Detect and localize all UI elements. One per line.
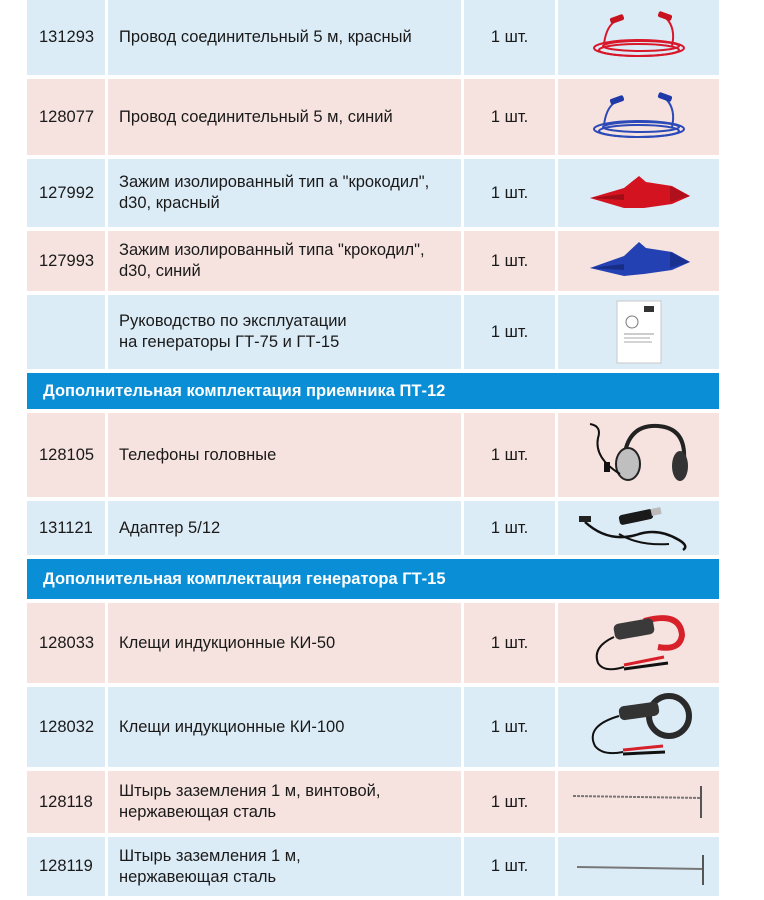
item-image	[555, 687, 719, 767]
item-image	[555, 231, 719, 291]
item-image	[555, 501, 719, 555]
usb-adapter-icon	[579, 504, 699, 552]
section-header-receiver: Дополнительная комплектация приемника ПТ-12	[27, 373, 719, 413]
headphones-icon	[584, 418, 694, 492]
table-row	[27, 687, 719, 771]
item-code: 128105	[27, 413, 105, 497]
item-qty: 1 шт.	[461, 79, 555, 155]
item-qty: 1 шт.	[461, 231, 555, 291]
table-row	[27, 501, 719, 559]
item-image	[555, 603, 719, 683]
item-image	[555, 771, 719, 833]
table-row	[27, 159, 719, 231]
item-image	[555, 79, 719, 155]
item-code: 127993	[27, 231, 105, 291]
item-code: 128119	[27, 837, 105, 896]
clamp-ki50-icon	[584, 607, 694, 679]
item-code: 131293	[27, 0, 105, 75]
item-image	[555, 159, 719, 227]
item-code: 128033	[27, 603, 105, 683]
item-qty: 1 шт.	[461, 0, 555, 75]
item-image	[555, 837, 719, 896]
item-code: 131121	[27, 501, 105, 555]
item-code: 128032	[27, 687, 105, 767]
item-code: 128077	[27, 79, 105, 155]
table-row	[27, 79, 719, 159]
item-name: Зажим изолированный типа "крокодил", d30, синий	[105, 231, 461, 291]
item-qty: 1 шт.	[461, 501, 555, 555]
item-name: Провод соединительный 5 м, синий	[105, 79, 461, 155]
item-name: Провод соединительный 5 м, красный	[105, 0, 461, 75]
red-cable-icon	[584, 8, 694, 68]
item-image	[555, 413, 719, 497]
item-qty: 1 шт.	[461, 159, 555, 227]
item-name: Клещи индукционные КИ-100	[105, 687, 461, 767]
ground-rod-icon	[569, 847, 709, 887]
table-row	[27, 771, 719, 837]
item-name: Зажим изолированный тип а "крокодил", d30, красный	[105, 159, 461, 227]
item-qty: 1 шт.	[461, 837, 555, 896]
table-row	[27, 295, 719, 373]
item-name: Телефоны головные	[105, 413, 461, 497]
item-name: Руководство по эксплуатации на генераторы ГТ-75 и ГТ-15	[105, 295, 461, 369]
item-code: 127992	[27, 159, 105, 227]
section-header-generator: Дополнительная комплектация генератора ГТ-15	[27, 559, 719, 603]
table-row	[27, 837, 719, 900]
red-clip-icon	[584, 168, 694, 218]
item-name: Адаптер 5/12	[105, 501, 461, 555]
table-row	[27, 413, 719, 501]
manual-icon	[616, 300, 662, 364]
table-row	[27, 231, 719, 295]
blue-clip-icon	[584, 236, 694, 286]
blue-cable-icon	[584, 87, 694, 147]
item-name: Штырь заземления 1 м, винтовой, нержавеющая сталь	[105, 771, 461, 833]
table-row	[27, 603, 719, 687]
item-qty: 1 шт.	[461, 413, 555, 497]
item-qty: 1 шт.	[461, 771, 555, 833]
table-row	[27, 0, 719, 79]
item-qty: 1 шт.	[461, 603, 555, 683]
item-name: Клещи индукционные КИ-50	[105, 603, 461, 683]
accessories-table	[27, 0, 719, 900]
item-qty: 1 шт.	[461, 687, 555, 767]
ground-rod-icon	[569, 782, 709, 822]
item-image	[555, 295, 719, 369]
clamp-ki100-icon	[579, 690, 699, 764]
item-qty: 1 шт.	[461, 295, 555, 369]
item-name: Штырь заземления 1 м, нержавеющая сталь	[105, 837, 461, 896]
item-code: 128118	[27, 771, 105, 833]
item-code	[27, 295, 105, 369]
item-image	[555, 0, 719, 75]
